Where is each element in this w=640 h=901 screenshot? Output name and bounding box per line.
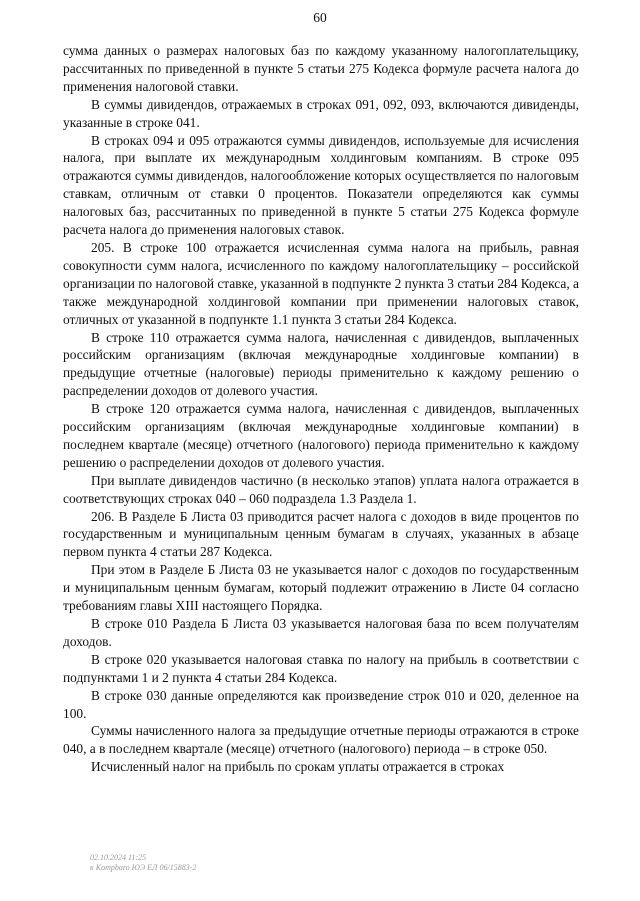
paragraph: В строке 010 Раздела Б Листа 03 указывается налоговая база по всем получателям доходов. [63,616,579,649]
paragraph: В строке 120 отражается сумма налога, начисленная с дивидендов, выплаченных российским организациям (включая международные холдинговые компании) в последнем квартале (месяце) отчетного (налогового) периода применительно к каждому решению о распределении доходов от долевого участия. [63,401,579,470]
document-footer-stamp [90,853,196,873]
paragraph: При этом в Разделе Б Листа 03 не указывается налог с доходов по государственным и муниципальным ценным бумагам, который подлежит отражению в Листе 04 согласно требованиям главы XIII настоящего Порядка. [63,562,579,614]
paragraph: В строке 110 отражается сумма налога, начисленная с дивидендов, выплаченных российским организациям (включая международные холдинговые компании) в предыдущие отчетные (налоговые) периоды применительно к каждому решению о распределении доходов от долевого участия. [63,329,579,399]
body-text [63,42,579,776]
paragraph: сумма данных о размерах налоговых баз по каждому указанному налогоплательщику, рассчитанных по приведенной в пункте 5 статьи 275 Кодекса формуле расчета налога до применения налоговой ставки. [63,43,579,94]
paragraph: 206. В Разделе Б Листа 03 приводится расчет налога с доходов в виде процентов по государственным и муниципальным ценным бумагам в случаях, указанных в абзаце первом пункта 4 статьи 287 Кодекса. [63,508,579,560]
paragraph: В строке 020 указывается налоговая ставка по налогу на прибыль в соответствии с подпунктами 1 и 2 пункта 4 статьи 284 Кодекса. [63,651,579,685]
paragraph: При выплате дивидендов частично (в несколько этапов) уплата налога отражается в соответствующих строках 040 – 060 подраздела 1.3 Раздела 1. [63,472,579,506]
paragraph: 205. В строке 100 отражается исчисленная сумма налога на прибыль, равная совокупности сумм налога, исчисленного по каждому налогоплательщику – российской организации по налоговой ставке, указанной в подпункте 2 пункта 3 статьи 284 Кодекса, а также международной холдинговой компании при применении налоговых ставок, отличных от указанной в подпункте 1.1 пункта 3 статьи 284 Кодекса. [63,239,579,327]
paragraph: Исчисленный налог на прибыль по срокам уплаты отражается в строках [91,759,505,775]
page-number: 60 [313,10,327,25]
paragraph: В строке 030 данные определяются как произведение строк 010 и 020, деленное на 100. [63,687,579,721]
footer-reference: к Kompbaro ЮЭ ЕЛ 06/15883-2 [90,863,197,872]
paragraph: В строках 094 и 095 отражаются суммы дивидендов, используемые для исчисления налога, при выплате их международным холдинговым компаниям. В строке 095 отражаются суммы дивидендов, налогообложение которых осуществляется по налоговым ставкам, отличным от ставки 0 процентов. Показатели определяются как суммы налоговых баз, рассчитанных по приведенной в пункте 5 статьи 275 Кодекса формуле расчета налога до применения налоговых ставок. [63,132,579,238]
paragraph: Суммы начисленного налога за предыдущие отчетные периоды отражаются в строке 040, а в последнем квартале (месяце) отчетного (налогового) периода – в строке 050. [63,723,579,757]
paragraph: В суммы дивидендов, отражаемых в строках 091, 092, 093, включаются дивиденды, указанные в строке 041. [63,96,579,130]
footer-timestamp: 02.10.2024 11:25 [90,853,147,862]
